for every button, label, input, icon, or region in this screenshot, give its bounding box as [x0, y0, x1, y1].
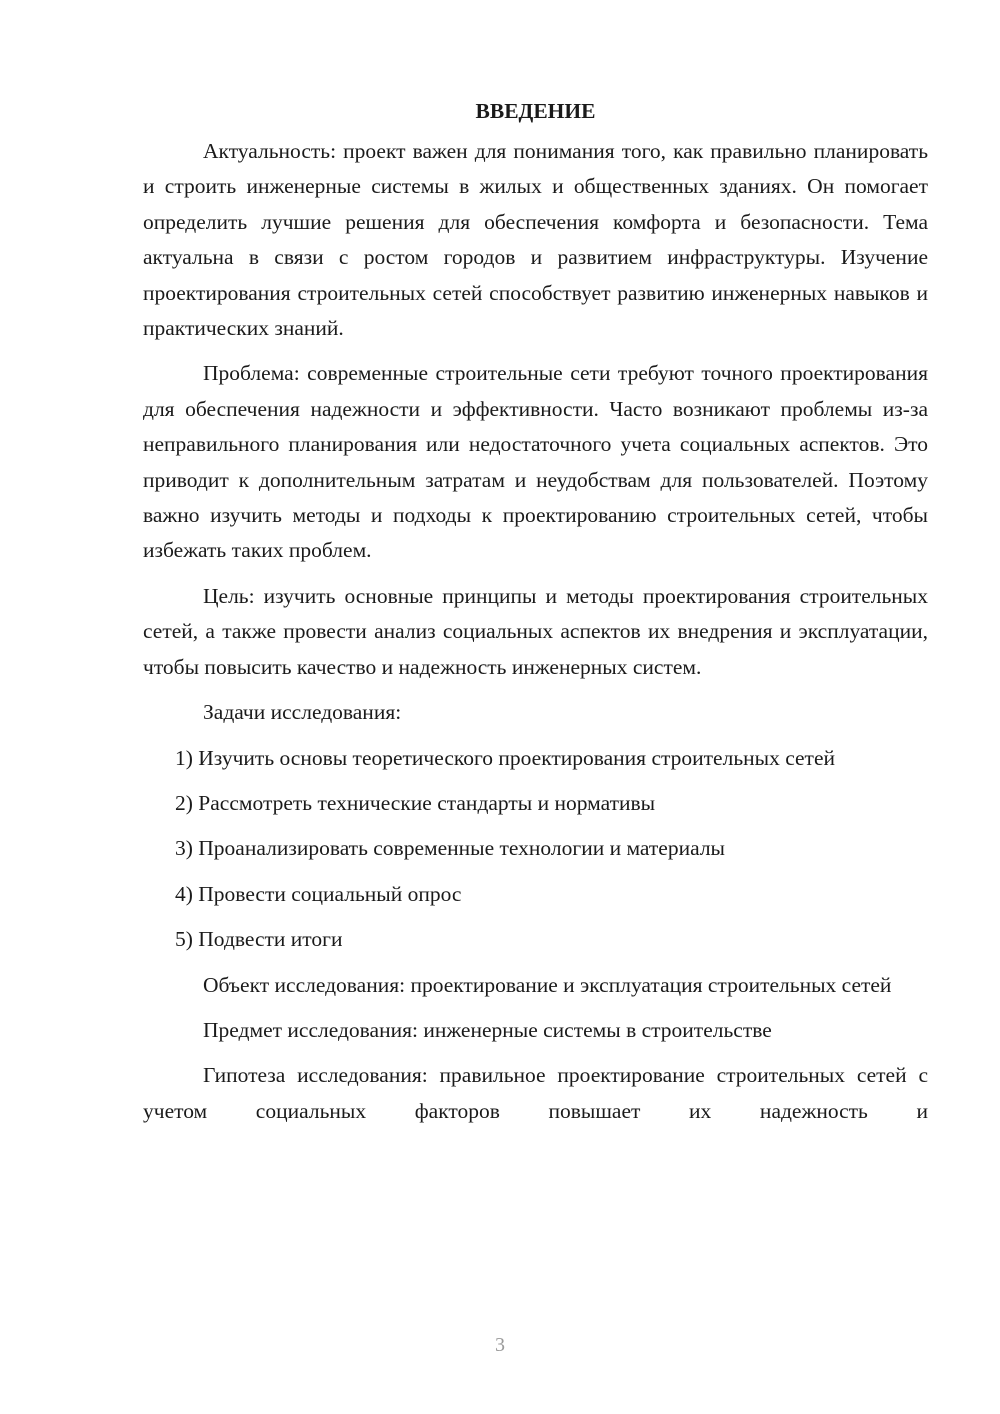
task-item-5: 5) Подвести итоги: [175, 927, 343, 952]
task-item-1: 1) Изучить основы теоретического проектирования строительных сетей: [175, 745, 835, 770]
task-item-2: 2) Рассмотреть технические стандарты и нормативы: [175, 790, 656, 815]
paragraph-hypothesis: Гипотеза исследования: правильное проектирование строительных сетей с учетом социальных факторов повышает их надежность и: [143, 1063, 928, 1123]
task-item-4: 4) Провести социальный опрос: [175, 881, 462, 906]
document-page: [143, 96, 928, 1139]
paragraph-subject: Предмет исследования: инженерные системы в строительстве: [203, 1017, 772, 1042]
page-number: 3: [495, 1334, 505, 1356]
paragraph-object: Объект исследования: проектирование и эксплуатация строительных сетей: [203, 972, 892, 997]
paragraph-goal: Цель: изучить основные принципы и методы проектирования строительных сетей, а также провести анализ социальных аспектов их внедрения и эксплуатации, чтобы повысить качество и надежность инженерных систем.: [143, 583, 928, 679]
paragraph-relevance: Актуальность: проект важен для понимания того, как правильно планировать и строить инженерные системы в жилых и общественных зданиях. Он помогает определить лучшие решения для обеспечения комфорта и безопасности. Тема актуальна в связи с ростом городов и развитием инфраструктуры. Изучение проектирования строительных сетей способствует развитию инженерных навыков и практических знаний.: [143, 139, 928, 341]
tasks-heading: Задачи исследования:: [203, 700, 402, 725]
task-item-3: 3) Проанализировать современные технологии и материалы: [175, 836, 726, 861]
section-title: ВВЕДЕНИЕ: [475, 99, 596, 123]
paragraph-problem: Проблема: современные строительные сети требуют точного проектирования для обеспечения надежности и эффективности. Часто возникают проблемы из-за неправильного планирования или недостаточного учета социальных аспектов. Это приводит к дополнительным затратам и неудобствам для пользователей. Поэтому важно изучить методы и подходы к проектированию строительных сетей, чтобы избежать таких проблем.: [143, 361, 928, 563]
